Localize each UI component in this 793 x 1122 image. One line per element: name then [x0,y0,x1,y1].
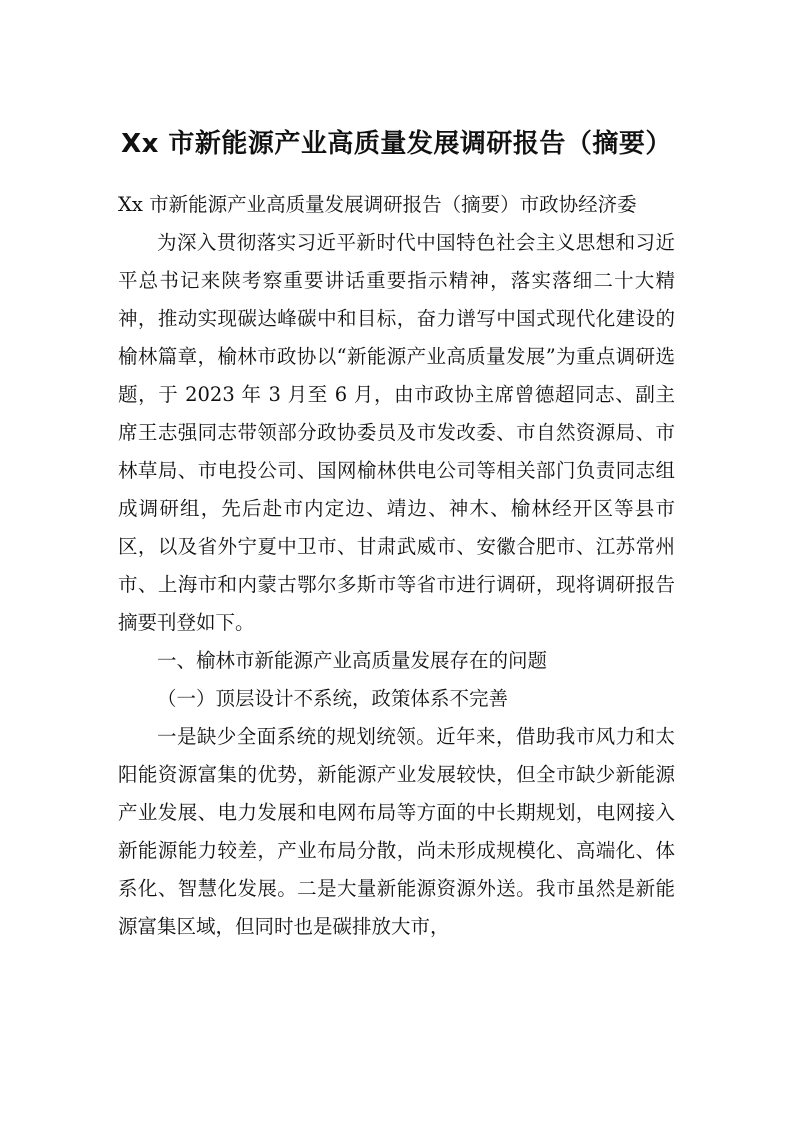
section-heading: 一、榆林市新能源产业高质量发展存在的问题 [157,649,548,672]
body-paragraph: 一是缺少全面系统的规划统领。近年来，借助我市风力和太阳能资源富集的优势，新能源产业发展较快，但全市缺少新能源产业发展、电力发展和电网布局等方面的中长期规划，电网接入新能源能力较差，产业布局分散，尚未形成规模化、高端化、体系化、智慧化发展。二是大量新能源资源外送。我市虽然是新能源富集区域，但同时也是碳排放大市， [118,725,675,938]
intro-paragraph: 为深入贯彻落实习近平新时代中国特色社会主义思想和习近平总书记来陕考察重要讲话重要指示精神，落实落细二十大精神，推动实现碳达峰碳中和目标，奋力谱写中国式现代化建设的榆林篇章，榆林市政协以“新能源产业高质量发展”为重点调研选题，于 2023 年 3 月至 6 月，由市政协主席曾德超同志、副主席王志强同志带领部分政协委员及市发改委、市自然资源局、市林草局、市电投公司、国网榆林供电公司等相关部门负责同志组成调研组，先后赴市内定边、靖边、神木、榆林经开区等县市区，以及省外宁夏中卫市、甘肃武威市、安徽合肥市、江苏常州市、上海市和内蒙古鄂尔多斯市等省市进行调研，现将调研报告摘要刊登如下。 [118,231,675,634]
document-title: Xx 市新能源产业高质量发展调研报告（摘要） [121,129,672,159]
document-subtitle: Xx 市新能源产业高质量发展调研报告（摘要）市政协经济委 [118,193,637,216]
subsection-heading: （一）顶层设计不系统，政策体系不完善 [157,687,509,710]
